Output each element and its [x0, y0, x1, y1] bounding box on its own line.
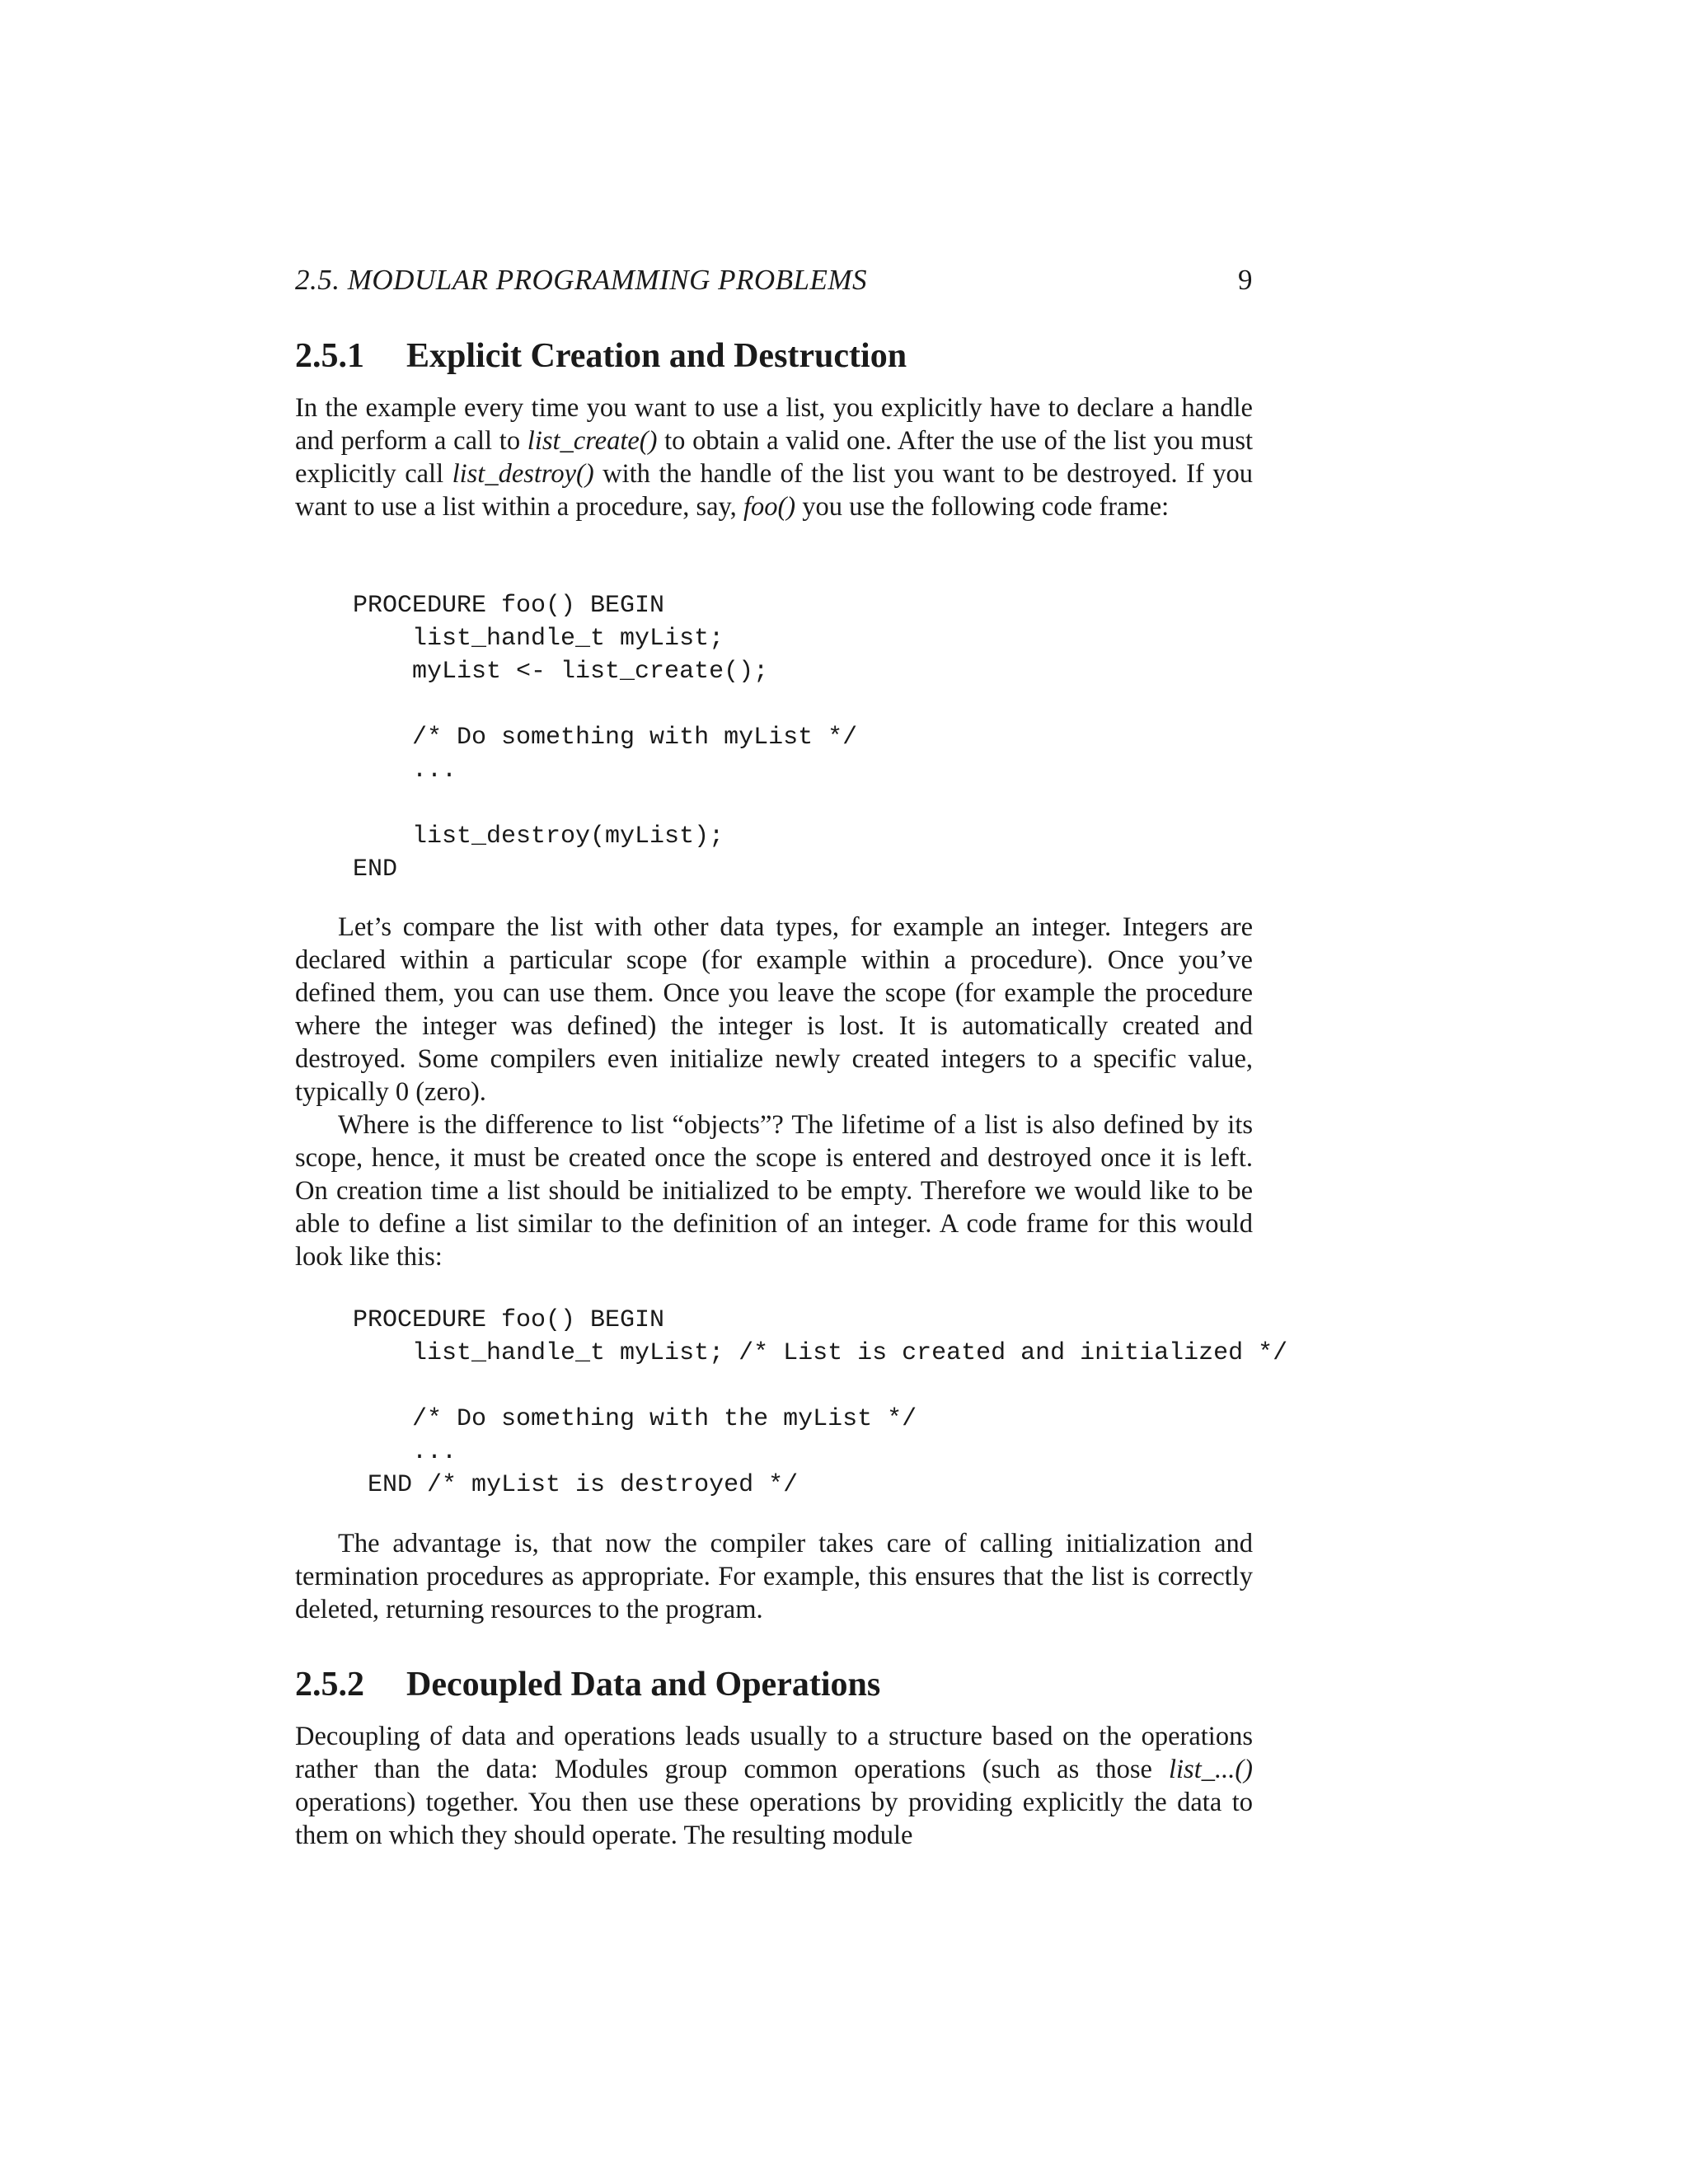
document-page: [295, 0, 1288, 2184]
paragraph-text: to obtain a valid one. After the use of the list you must explicitly call: [295, 426, 1253, 489]
paragraph-list-objects: Where is the difference to list “objects”? The lifetime of a list is also defined by its scope, hence, it must be created once the scope is entered and destroyed once it is left. On creation time a list should be initialized to be empty. Therefore we would like to be able to define a list similar to the definition of an integer. A code frame for this would look like this:: [295, 1110, 1253, 1272]
function-name: list_...(): [1168, 1755, 1253, 1784]
paragraph-compare-integers: Let’s compare the list with other data types, for example an integer. Integers are declared within a particular scope (for example within a procedure). Once you’ve defined them, you can use them. Once you leave the scope (for example the procedure where the integer was defined) the integer is lost. It is automatically created and destroyed. Some compilers even initialize newly created integers to a specific value, typically 0 (zero).: [295, 912, 1253, 1107]
paragraph-decoupled: [295, 1720, 1253, 1852]
function-name: list_destroy(): [452, 459, 594, 489]
function-name: list_create(): [527, 426, 658, 456]
paragraph-explicit-creation: [295, 391, 1253, 523]
section-heading-2-5-2: [295, 1665, 880, 1704]
code-block-explicit: PROCEDURE foo() BEGIN list_handle_t myList; myList <- list_create(); /* Do something with myList */ ... list_destroy(myList); END: [353, 592, 858, 883]
section-number: 2.5.2: [295, 1666, 364, 1704]
paragraph-text: operations) together. You then use these operations by providing explicitly the data to them on which they should operate. The resulting module: [295, 1788, 1253, 1850]
paragraph-text: In the example every time you want to use a list, you explicitly have to declare a handle and perform a call to: [295, 393, 1253, 456]
paragraph-advantage: The advantage is, that now the compiler takes care of calling initialization and termination procedures as appropriate. For example, this ensures that the list is correctly deleted, returning resources to the program.: [295, 1529, 1253, 1624]
section-title: Explicit Creation and Destruction: [406, 337, 907, 375]
page-number: 9: [1238, 264, 1253, 296]
paragraph-text: with the handle of the list you want to be destroyed. If you want to use a list within a procedure, say,: [295, 459, 1253, 522]
section-number: 2.5.1: [295, 337, 364, 375]
section-heading-2-5-1: [295, 336, 907, 376]
code-block-implicit: PROCEDURE foo() BEGIN list_handle_t myList; /* List is created and initialized */ /* Do something with the myList */ ... END /* myList is destroyed */: [353, 1306, 1288, 1499]
function-name: foo(): [743, 492, 796, 522]
section-title: Decoupled Data and Operations: [406, 1666, 881, 1704]
running-header: [295, 264, 1253, 305]
paragraph-text: you use the following code frame:: [795, 492, 1170, 522]
running-title: 2.5. MODULAR PROGRAMMING PROBLEMS: [295, 264, 868, 296]
paragraph-text: Decoupling of data and operations leads usually to a structure based on the operations rather than the data: Modules group common operations (such as those: [295, 1722, 1253, 1784]
